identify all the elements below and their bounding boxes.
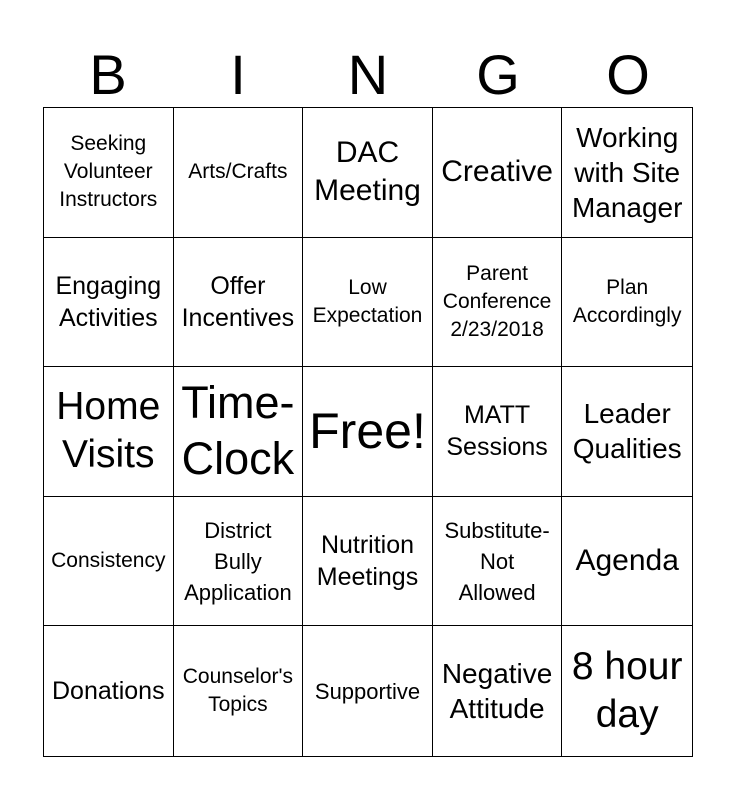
cell-label: Parent Conference 2/23/2018	[442, 261, 552, 341]
bingo-cell[interactable]	[174, 367, 304, 497]
bingo-cell[interactable]	[44, 626, 174, 756]
cell-label: 8 hour day	[571, 645, 683, 737]
bingo-cell[interactable]	[44, 497, 174, 627]
cell-label: Arts/Crafts	[188, 160, 288, 184]
bingo-cell[interactable]	[303, 108, 433, 238]
bingo-cell[interactable]	[303, 626, 433, 756]
cell-label: Plan Accordingly	[572, 275, 682, 327]
bingo-cell[interactable]	[433, 367, 563, 497]
cell-label: Seeking Volunteer Instructors	[59, 132, 158, 212]
cell-label: Offer Incentives	[181, 271, 295, 332]
header-letter-o: O	[606, 43, 650, 106]
bingo-cell[interactable]	[433, 497, 563, 627]
bingo-cell[interactable]	[433, 108, 563, 238]
bingo-cell[interactable]	[433, 238, 563, 368]
bingo-cell[interactable]	[44, 238, 174, 368]
bingo-cell[interactable]	[562, 367, 692, 497]
cell-label: Low Expectation	[312, 275, 423, 327]
cell-label: Time- Clock	[181, 377, 295, 485]
cell-label: Nutrition Meetings	[316, 531, 419, 592]
cell-label: Supportive	[314, 678, 421, 704]
bingo-cell[interactable]	[562, 238, 692, 368]
bingo-cell[interactable]	[174, 497, 304, 627]
cell-label: Agenda	[575, 544, 679, 578]
cell-label: Leader Qualities	[572, 398, 682, 465]
bingo-cell[interactable]	[174, 108, 304, 238]
cell-label: District Bully Application	[184, 517, 292, 605]
cell-label: Substitute- Not Allowed	[444, 517, 550, 605]
cell-label: Consistency	[51, 549, 166, 573]
cell-label: Negative Attitude	[441, 658, 553, 725]
cell-label: Working with Site Manager	[571, 121, 683, 223]
bingo-cell[interactable]	[174, 626, 304, 756]
cell-label: Donations	[52, 677, 165, 706]
header-letter-g: G	[476, 43, 520, 106]
bingo-cell[interactable]	[433, 626, 563, 756]
header-letter-i: I	[230, 43, 246, 106]
header-letter-b: B	[89, 43, 127, 106]
bingo-cell[interactable]	[44, 108, 174, 238]
bingo-board	[43, 107, 693, 757]
bingo-cell[interactable]	[562, 626, 692, 756]
free-space-label: Free!	[309, 403, 426, 460]
bingo-header	[43, 42, 693, 108]
cell-label: Creative	[441, 155, 553, 189]
cell-label: Engaging Activities	[55, 271, 162, 332]
header-letter-n: N	[347, 43, 389, 106]
bingo-cell[interactable]	[174, 238, 304, 368]
cell-label: MATT Sessions	[446, 401, 548, 462]
bingo-cell[interactable]	[562, 108, 692, 238]
cell-label: Counselor's Topics	[182, 665, 293, 717]
bingo-cell[interactable]	[562, 497, 692, 627]
cell-label: Home Visits	[56, 385, 161, 477]
bingo-cell[interactable]	[303, 238, 433, 368]
bingo-cell[interactable]	[44, 367, 174, 497]
free-space-cell[interactable]	[303, 367, 433, 497]
cell-label: DAC Meeting	[314, 136, 421, 208]
bingo-cell[interactable]	[303, 497, 433, 627]
